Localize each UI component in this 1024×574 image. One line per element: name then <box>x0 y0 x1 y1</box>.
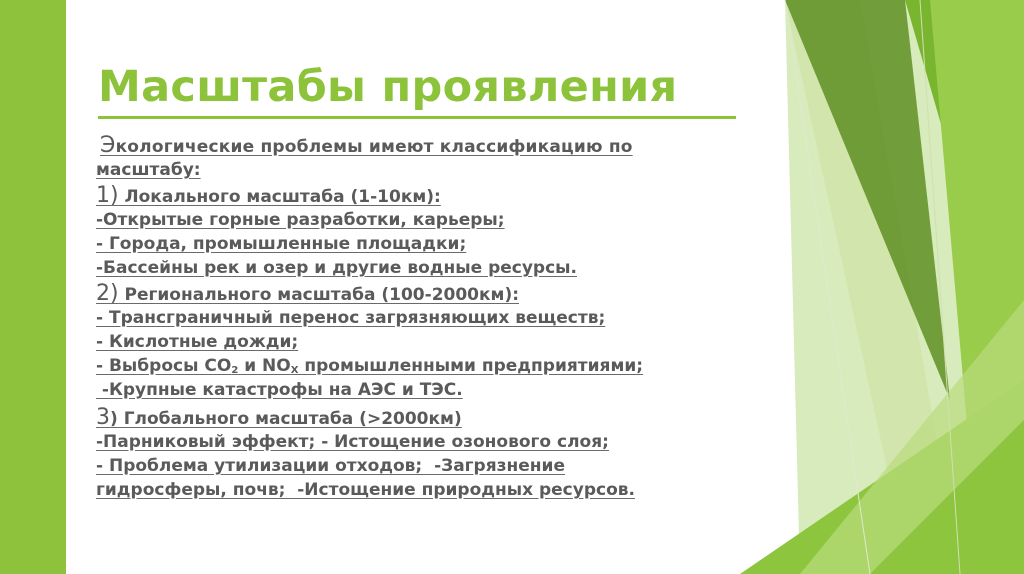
local-item-3: -Бассейны рек и озер и другие водные ресурсы. <box>96 258 577 278</box>
page-title: Масштабы проявления <box>98 62 678 112</box>
regional-item-1: - Трансграничный перенос загрязняющих веществ; <box>96 308 606 328</box>
intro-dropcap: Э <box>100 133 116 158</box>
global-heading <box>96 406 786 430</box>
intro-line-1 <box>100 134 786 158</box>
regional-item-2: - Кислотные дожди; <box>96 332 299 352</box>
local-heading-text: Локального масштаба (1-10км): <box>118 187 441 207</box>
emission-sub-nox: X <box>290 365 299 376</box>
local-item-2: - Города, промышленные площадки; <box>96 234 467 254</box>
local-number: 1) <box>96 183 119 208</box>
global-item-1: -Парниковый эффект; - Истощение озонового слоя; <box>96 432 609 452</box>
global-item-3: гидросферы, почв; -Истощение природных ресурсов. <box>96 480 635 500</box>
intro-text-1: кологические проблемы имеют классификацию по <box>115 137 633 157</box>
local-item-1: -Открытые горные разработки, карьеры; <box>96 210 505 230</box>
regional-number: 2) <box>96 281 119 306</box>
emission-text-c: промышленными предприятиями; <box>298 356 644 376</box>
emission-sub-co2: 2 <box>231 365 239 376</box>
global-item-2: - Проблема утилизации отходов; -Загрязнение <box>96 456 565 476</box>
emission-text-a: - Выбросы CO <box>96 356 232 376</box>
emission-text-b: и NO <box>238 356 291 376</box>
title-underline <box>98 116 736 119</box>
regional-item-emissions <box>96 354 786 378</box>
regional-heading-text: Регионального масштаба (100-2000км): <box>118 285 520 305</box>
regional-heading <box>96 282 786 306</box>
global-heading-text: ) Глобального масштаба (>2000км) <box>110 409 462 429</box>
regional-item-4: -Крупные катастрофы на АЭС и ТЭС. <box>96 380 463 400</box>
global-number: 3 <box>96 405 110 430</box>
intro-line-2: масштабу: <box>96 160 201 180</box>
local-heading <box>96 184 786 208</box>
content-body <box>96 134 786 502</box>
